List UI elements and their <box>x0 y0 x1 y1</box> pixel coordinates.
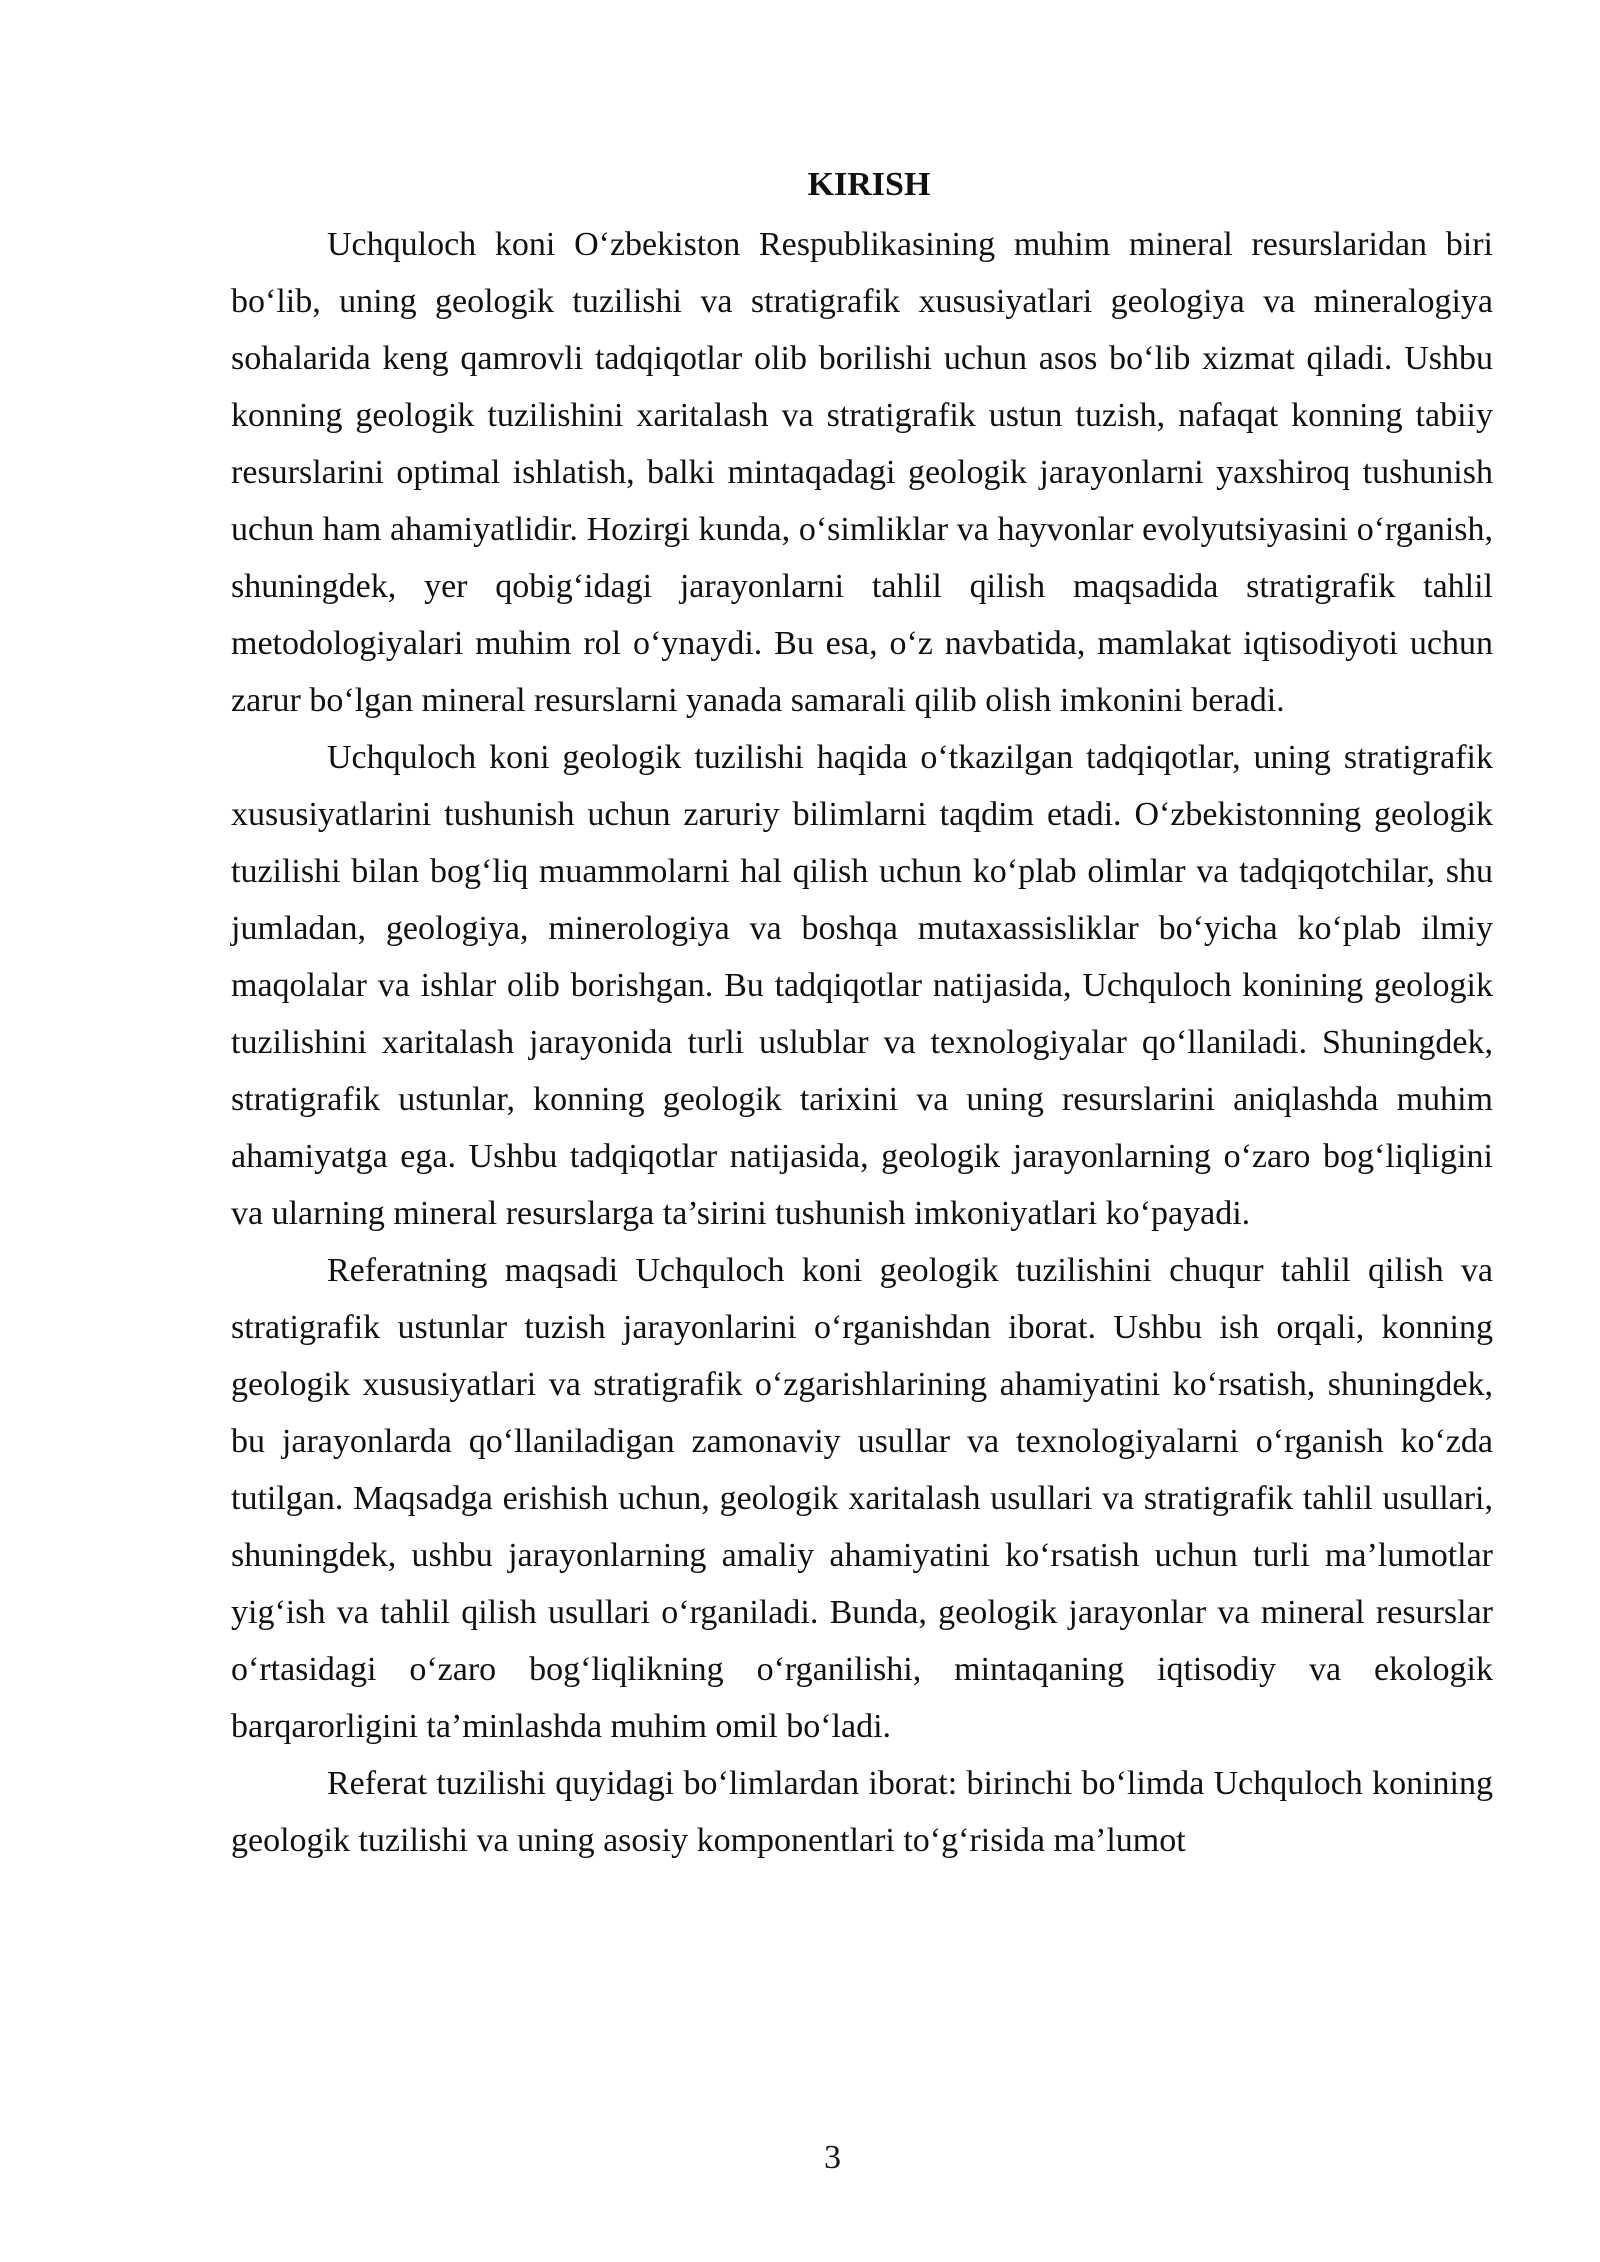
page-content <box>231 155 1493 1869</box>
page-title: KIRISH <box>807 166 931 203</box>
paragraph-1: Uchquloch koni O‘zbekiston Respublikasining muhim mineral resurslaridan biri bo‘lib, uning geologik tuzilishi va stratigrafik xususiyatlari geologiya va mineralogiya sohalarida keng qamrovli tadqiqotlar olib borilishi uchun asos bo‘lib xizmat qiladi. Ushbu konning geologik tuzilishini xaritalash va stratigrafik ustun tuzish, nafaqat konning tabiiy resurslarini optimal ishlatish, balki mintaqadagi geologik jarayonlarni yaxshiroq tushunish uchun ham ahamiyatlidir. Hozirgi kunda, o‘simliklar va hayvonlar evolyutsiyasini o‘rganish, shuningdek, yer qobig‘idagi jarayonlarni tahlil qilish maqsadida stratigrafik tahlil metodologiyalari muhim rol o‘ynaydi. Bu esa, o‘z navbatida, mamlakat iqtisodiyoti uchun zarur bo‘lgan mineral resurslarni yanada samarali qilib olish imkonini beradi. <box>231 226 1493 719</box>
paragraph-2: Uchquloch koni geologik tuzilishi haqida o‘tkazilgan tadqiqotlar, uning stratigrafik xususiyatlarini tushunish uchun zaruriy bilimlarni taqdim etadi. O‘zbekistonning geologik tuzilishi bilan bog‘liq muammolarni hal qilish uchun ko‘plab olimlar va tadqiqotchilar, shu jumladan, geologiya, minerologiya va boshqa mutaxassisliklar bo‘yicha ko‘plab ilmiy maqolalar va ishlar olib borishgan. Bu tadqiqotlar natijasida, Uchquloch konining geologik tuzilishini xaritalash jarayonida turli uslublar va texnologiyalar qo‘llaniladi. Shuningdek, stratigrafik ustunlar, konning geologik tarixini va uning resurslarini aniqlashda muhim ahamiyatga ega. Ushbu tadqiqotlar natijasida, geologik jarayonlarning o‘zaro bog‘liqligini va ularning mineral resurslarga ta’sirini tushunish imkoniyatlari ko‘payadi. <box>231 739 1493 1232</box>
page-number: 3 <box>824 2139 841 2176</box>
paragraph-4: Referat tuzilishi quyidagi bo‘limlardan iborat: birinchi bo‘limda Uchquloch konining geologik tuzilishi va uning asosiy komponentlari to‘g‘risida ma’lumot <box>231 1765 1493 1859</box>
paragraph-3: Referatning maqsadi Uchquloch koni geologik tuzilishini chuqur tahlil qilish va stratigrafik ustunlar tuzish jarayonlarini o‘rganishdan iborat. Ushbu ish orqali, konning geologik xususiyatlari va stratigrafik o‘zgarishlarining ahamiyatini ko‘rsatish, shuningdek, bu jarayonlarda qo‘llaniladigan zamonaviy usullar va texnologiyalarni o‘rganish ko‘zda tutilgan. Maqsadga erishish uchun, geologik xaritalash usullari va stratigrafik tahlil usullari, shuningdek, ushbu jarayonlarning amaliy ahamiyatini ko‘rsatish uchun turli ma’lumotlar yig‘ish va tahlil qilish usullari o‘rganiladi. Bunda, geologik jarayonlar va mineral resurslar o‘rtasidagi o‘zaro bog‘liqlikning o‘rganilishi, mintaqaning iqtisodiy va ekologik barqarorligini ta’minlashda muhim omil bo‘ladi. <box>231 1252 1493 1745</box>
